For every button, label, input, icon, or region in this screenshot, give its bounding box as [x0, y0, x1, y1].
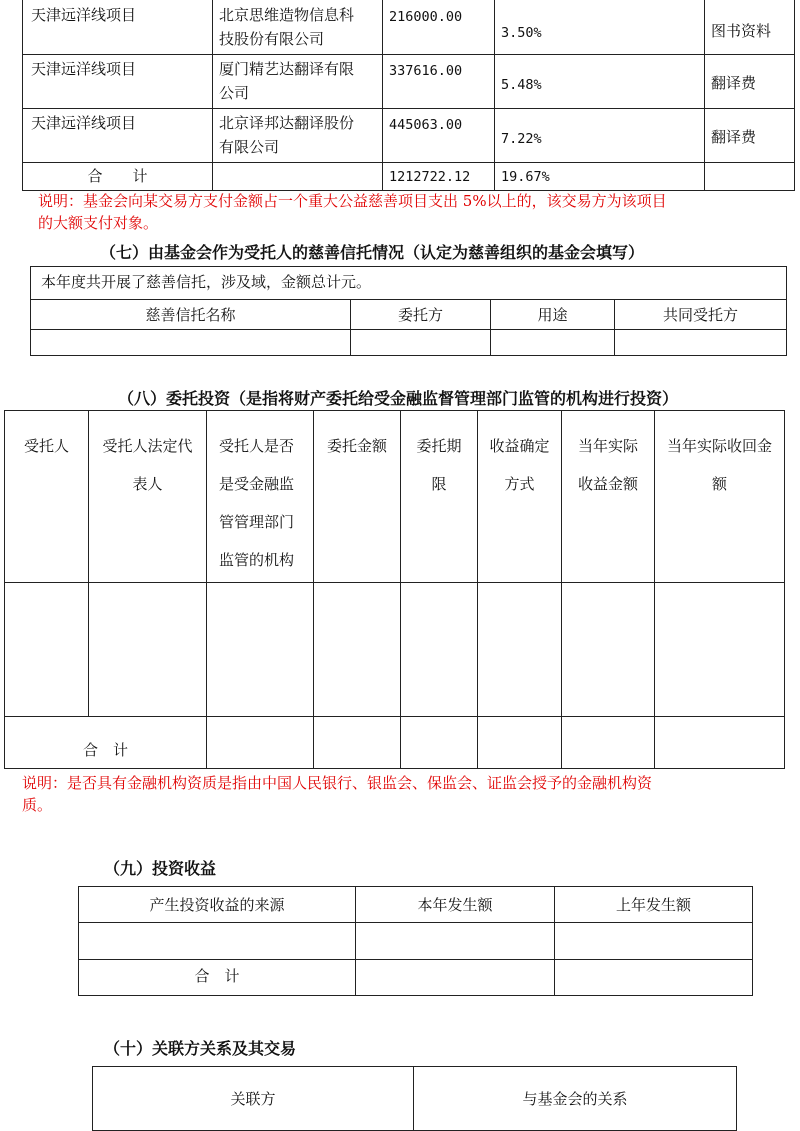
- header-amount: 委托金额: [314, 411, 401, 583]
- header-income-method: 收益确定 方式: [478, 411, 562, 583]
- note-financial-institution: 说明：是否具有金融机构资质是指由中国人民银行、银监会、保监会、证监会授予的金融机构资 质。: [22, 774, 653, 814]
- header-previous-year: 上年发生额: [555, 887, 753, 923]
- header-co-trustee: 共同受托方: [615, 300, 787, 330]
- header-term: 委托期 限: [401, 411, 478, 583]
- table-header: [79, 887, 753, 923]
- investment-income-table: [78, 886, 753, 996]
- header-income-source: 产生投资收益的来源: [79, 887, 356, 923]
- ratio-cell: 7.22%: [495, 109, 705, 163]
- total-label: 合 计: [79, 960, 356, 996]
- table-row: [31, 330, 787, 356]
- note-large-payment: 说明：基金会向某交易方支付金额占一个重大公益慈善项目支出 5%以上的，该交易方为该项目 的大额支付对象。: [38, 192, 667, 232]
- header-trustor: 委托方: [351, 300, 491, 330]
- section7-title: （七）由基金会作为受托人的慈善信托情况（认定为慈善组织的基金会填写）: [100, 243, 645, 262]
- total-row: [5, 717, 785, 769]
- payee-cell: 北京译邦达翻译股份 有限公司: [213, 109, 383, 163]
- header-relationship: 与基金会的关系: [414, 1067, 737, 1131]
- total-row: [23, 163, 795, 191]
- project-cell: 天津远洋线项目: [23, 109, 213, 163]
- table-row: [23, 0, 795, 55]
- purpose-cell: 翻译费: [705, 109, 795, 163]
- total-amount: 1212722.12: [383, 163, 495, 191]
- section9-title: （九）投资收益: [104, 859, 217, 878]
- project-cell: 天津远洋线项目: [23, 55, 213, 109]
- purpose-cell: 翻译费: [705, 55, 795, 109]
- payee-cell: 厦门精艺达翻译有限 公司: [213, 55, 383, 109]
- header-trustee: 受托人: [5, 411, 89, 583]
- header-related-party: 关联方: [93, 1067, 414, 1131]
- table-row: [79, 923, 753, 960]
- header-purpose: 用途: [491, 300, 615, 330]
- table-header: [5, 411, 785, 583]
- table-row: [23, 109, 795, 163]
- trust-summary: 本年度共开展了慈善信托，涉及域，金额总计元。: [31, 267, 787, 300]
- header-trust-name: 慈善信托名称: [31, 300, 351, 330]
- amount-cell: 445063.00: [383, 109, 495, 163]
- ratio-cell: 3.50%: [495, 0, 705, 55]
- large-payment-table: [22, 0, 795, 191]
- payee-cell: 北京思维造物信息科 技股份有限公司: [213, 0, 383, 55]
- header-current-year: 本年发生额: [356, 887, 555, 923]
- project-cell: 天津远洋线项目: [23, 0, 213, 55]
- table-header: [93, 1067, 737, 1131]
- ratio-cell: 5.48%: [495, 55, 705, 109]
- header-legal-rep: 受托人法定代 表人: [89, 411, 207, 583]
- amount-cell: 216000.00: [383, 0, 495, 55]
- table-row: [23, 55, 795, 109]
- charity-trust-table: [30, 266, 787, 356]
- table-row: [5, 583, 785, 717]
- header-actual-recovered: 当年实际收回金 额: [655, 411, 785, 583]
- header-actual-income: 当年实际 收益金额: [562, 411, 655, 583]
- related-party-table: [92, 1066, 737, 1131]
- table-header: [31, 300, 787, 330]
- total-ratio: 19.67%: [495, 163, 705, 191]
- total-row: [79, 960, 753, 996]
- purpose-cell: 图书资料: [705, 0, 795, 55]
- header-regulated: 受托人是否 是受金融监 管管理部门 监管的机构: [207, 411, 314, 583]
- section10-title: （十）关联方关系及其交易: [104, 1039, 297, 1058]
- entrusted-investment-table: [4, 410, 785, 769]
- section8-title: （八）委托投资（是指将财产委托给受金融监督管理部门监管的机构进行投资）: [118, 389, 679, 408]
- total-label: 合 计: [5, 717, 207, 769]
- amount-cell: 337616.00: [383, 55, 495, 109]
- total-label: 合 计: [23, 163, 213, 191]
